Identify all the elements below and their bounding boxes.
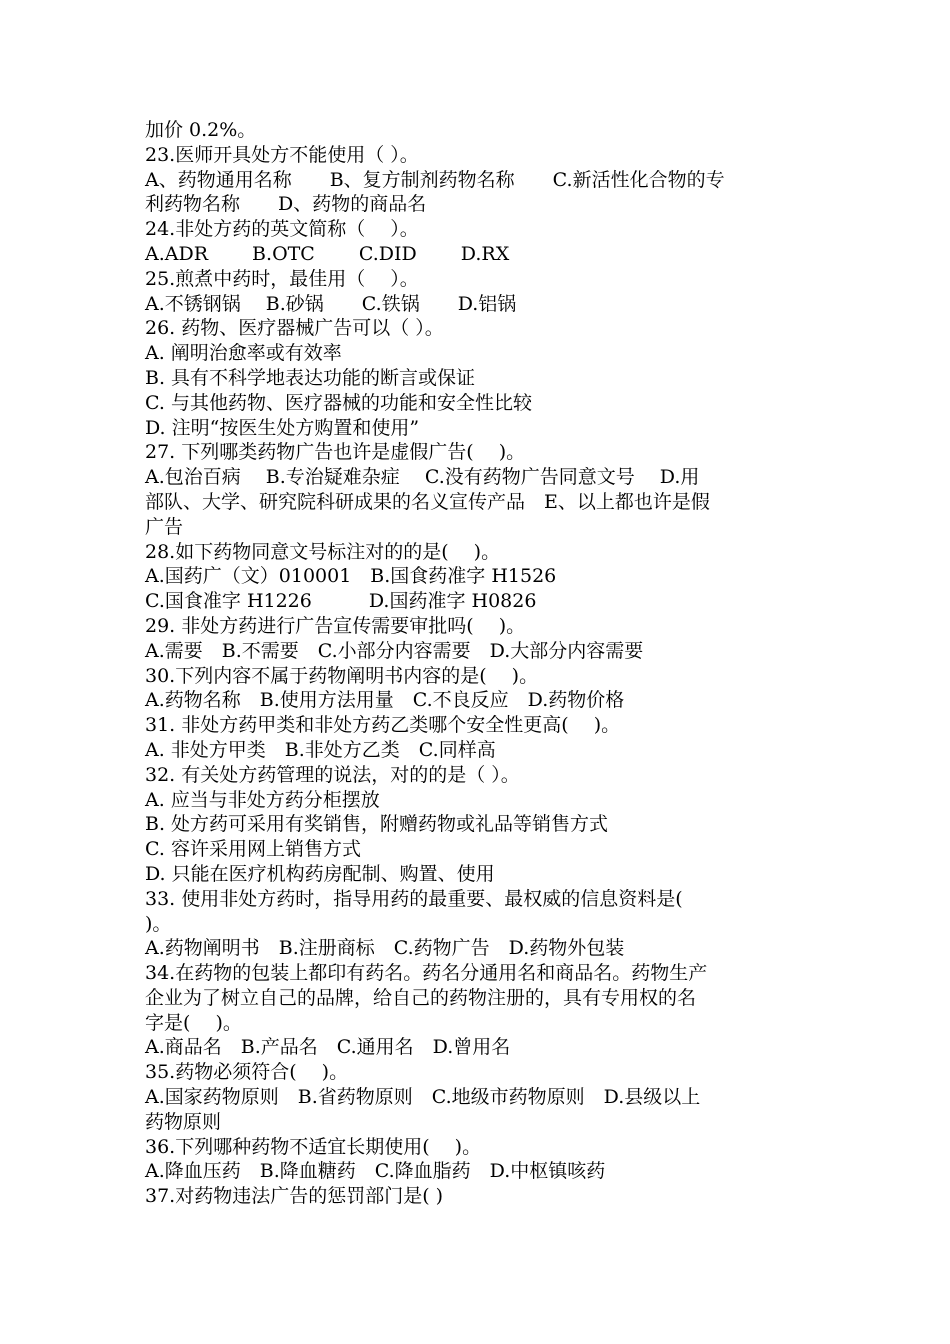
text-line: 35.药物必须符合( )。 xyxy=(145,1061,349,1084)
text-line: B. 具有不科学地表达功能的断言或保证 xyxy=(145,366,476,389)
text-line: )。 xyxy=(145,912,172,935)
text-line: C.国食准字 H1226 D.国药准字 H0826 xyxy=(145,590,537,613)
text-line: A.国家药物原则 B.省药物原则 C.地级市药物原则 D.县级以上 xyxy=(145,1086,701,1109)
text-line: 30.下列内容不属于药物阐明书内容的是( )。 xyxy=(145,664,539,687)
text-line: A. 应当与非处方药分柜摆放 xyxy=(145,788,380,811)
text-line: 29. 非处方药进行广告宣传需要审批吗( )。 xyxy=(145,614,526,637)
text-line: 药物原则 xyxy=(145,1110,222,1133)
text-line: 37.对药物违法广告的惩罚部门是( ) xyxy=(145,1185,444,1208)
text-line: 广告 xyxy=(145,515,184,538)
text-line: D. 注明“按医生处方购置和使用” xyxy=(145,416,420,439)
text-line: A、药物通用名称 B、复方制剂药物名称 C.新活性化合物的专 xyxy=(145,168,725,191)
text-line: A.包治百病 B.专治疑难杂症 C.没有药物广告同意文号 D.用 xyxy=(145,466,700,489)
text-line: C. 容许采用网上销售方式 xyxy=(145,838,361,861)
text-line: 加价 0.2%。 xyxy=(145,119,257,141)
text-line: A.药物阐明书 B.注册商标 C.药物广告 D.药物外包装 xyxy=(145,937,625,960)
text-line: 24.非处方药的英文简称（ ）。 xyxy=(145,218,419,241)
text-line: A.需要 B.不需要 C.小部分内容需要 D.大部分内容需要 xyxy=(145,639,644,662)
text-line: A.国药广（文）010001 B.国食药准字 H1526 xyxy=(145,565,557,588)
text-line: A.降血压药 B.降血糖药 C.降血脂药 D.中枢镇咳药 xyxy=(145,1160,606,1183)
text-line: A. 阐明治愈率或有效率 xyxy=(145,342,342,365)
text-line: 26. 药物、医疗器械广告可以（ ）。 xyxy=(145,317,444,340)
text-line: 27. 下列哪类药物广告也许是虚假广告( )。 xyxy=(145,441,526,464)
text-line: C. 与其他药物、医疗器械的功能和安全性比较 xyxy=(145,391,532,414)
text-line: 34.在药物的包装上都印有药名。药名分通用名和商品名。药物生产 xyxy=(145,962,708,985)
text-line: B. 处方药可采用有奖销售，附赠药物或礼品等销售方式 xyxy=(145,813,609,836)
text-line: A.不锈钢锅 B.砂锅 C.铁锅 D.铝锅 xyxy=(145,292,517,315)
text-line: A. 非处方甲类 B.非处方乙类 C.同样高 xyxy=(145,738,496,761)
text-line: 32. 有关处方药管理的说法，对的的是（ ）。 xyxy=(145,763,520,786)
text-line: 23.医师开具处方不能使用（ ）。 xyxy=(145,143,419,166)
text-line: A.药物名称 B.使用方法用量 C.不良反应 D.药物价格 xyxy=(145,689,625,712)
text-line: 28.如下药物同意文号标注对的的是( )。 xyxy=(145,540,501,563)
text-line: A.商品名 B.产品名 C.通用名 D.曾用名 xyxy=(145,1036,511,1059)
document-page xyxy=(145,118,810,1209)
text-line: 25.煎煮中药时，最佳用（ ）。 xyxy=(145,267,419,290)
text-line: 利药物名称 D、药物的商品名 xyxy=(145,193,427,216)
text-line: 33. 使用非处方药时，指导用药的最重要、最权威的信息资料是( xyxy=(145,887,683,910)
text-line: 企业为了树立自己的品牌，给自己的药物注册的，具有专用权的名 xyxy=(145,986,697,1009)
text-line: D. 只能在医疗机构药房配制、购置、使用 xyxy=(145,862,495,885)
text-line: A.ADR B.OTC C.DID D.RX xyxy=(145,242,510,265)
text-line: 36.下列哪种药物不适宜长期使用( )。 xyxy=(145,1135,482,1158)
text-line: 字是( )。 xyxy=(145,1011,242,1034)
text-line: 31. 非处方药甲类和非处方药乙类哪个安全性更高( )。 xyxy=(145,714,621,737)
text-line: 部队、大学、研究院科研成果的名义宣传产品 E、以上都也许是假 xyxy=(145,490,710,513)
